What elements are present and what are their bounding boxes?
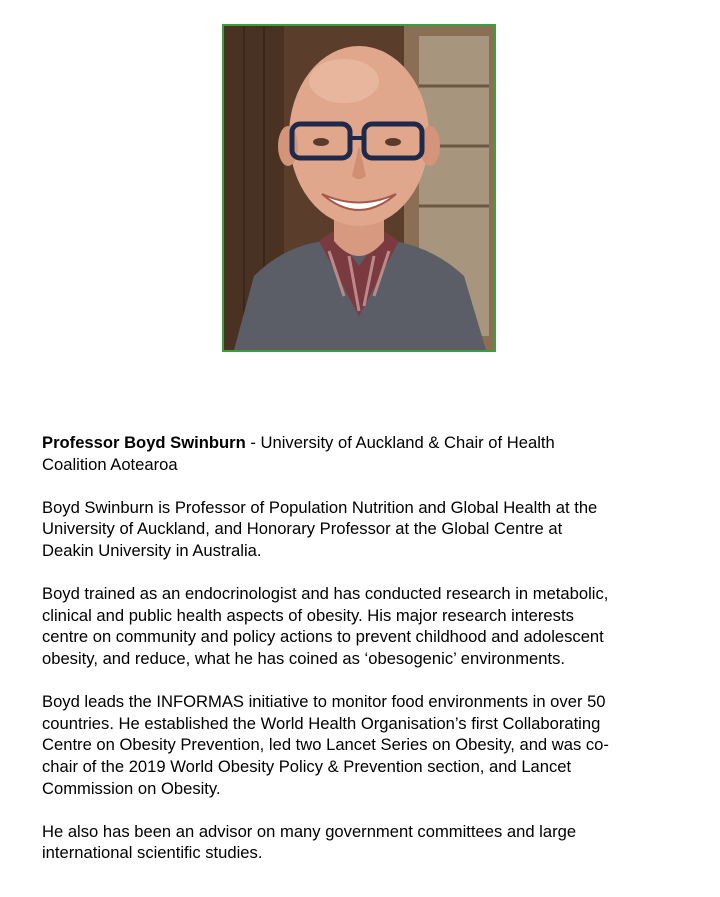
bio-line: Boyd trained as an endocrinologist and has conducted research in metabolic, <box>42 584 609 604</box>
speaker-name: Professor Boyd Swinburn <box>42 433 246 452</box>
bio-line: Boyd leads the INFORMAS initiative to monitor food environments in over 50 <box>42 692 606 712</box>
bio-line: He also has been an advisor on many government committees and large <box>42 821 577 841</box>
bio-paragraph-1 <box>42 497 682 562</box>
bio-paragraph-4 <box>42 821 682 864</box>
bio-line: Centre on Obesity Prevention, led two Lancet Series on Obesity, and was co- <box>42 735 609 755</box>
bio-line: Deakin University in Australia. <box>42 540 262 560</box>
bio-line: obesity, and reduce, what he has coined as ‘obesogenic’ environments. <box>42 648 566 668</box>
bio-line: chair of the 2019 World Obesity Policy & Prevention section, and Lancet <box>42 756 572 776</box>
bio-section <box>42 432 682 885</box>
bio-line: international scientific studies. <box>42 843 263 863</box>
bio-paragraph-2 <box>42 583 682 669</box>
bio-line: Boyd Swinburn is Professor of Population Nutrition and Global Health at the <box>42 497 598 517</box>
header-paragraph <box>42 432 682 475</box>
bio-line: University of Auckland, and Honorary Professor at the Global Centre at <box>42 519 563 539</box>
portrait-image <box>224 26 494 350</box>
speaker-affiliation-line1: - University of Auckland & Chair of Health <box>245 433 555 452</box>
bio-line: centre on community and policy actions to prevent childhood and adolescent <box>42 627 604 647</box>
profile-photo <box>222 24 496 352</box>
speaker-affiliation-line2: Coalition Aotearoa <box>42 454 178 474</box>
bio-line: clinical and public health aspects of obesity. His major research interests <box>42 605 574 625</box>
bio-line: countries. He established the World Health Organisation’s first Collaborating <box>42 713 601 733</box>
bio-paragraph-3 <box>42 691 682 799</box>
bio-line: Commission on Obesity. <box>42 778 221 798</box>
